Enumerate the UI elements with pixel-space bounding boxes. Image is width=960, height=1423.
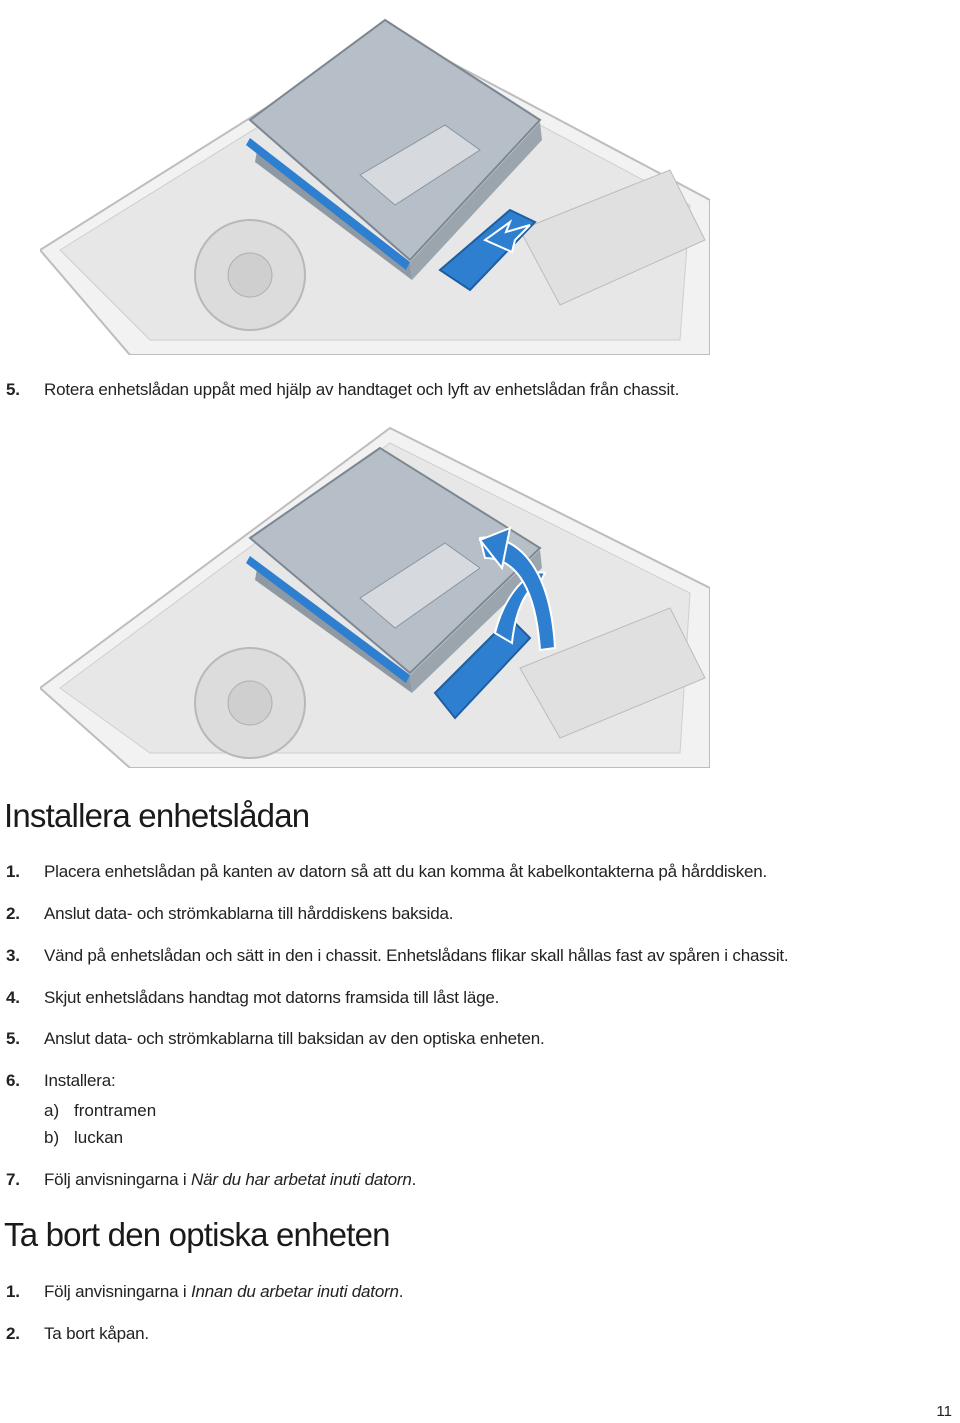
substep-text: frontramen [74,1101,157,1120]
step-number: 5. [6,1029,20,1048]
step-text: Ta bort kåpan. [44,1324,149,1343]
step-number: 2. [6,1324,20,1343]
install-substep-a [44,1101,156,1121]
install-step-2 [6,904,453,924]
step-text: Installera: [44,1071,116,1090]
install-step-6 [6,1071,116,1091]
install-heading: Installera enhetslådan [4,797,310,834]
remove-step-2 [6,1324,149,1344]
figure-drive-cage-rotate [40,418,710,768]
substep-letter: a) [44,1101,60,1120]
step-number: 7. [6,1170,20,1189]
cross-reference-link[interactable]: När du har arbetat inuti datorn [191,1170,412,1189]
remove-optical-heading: Ta bort den optiska enheten [4,1216,390,1253]
step-text: Rotera enhetslådan uppåt med hjälp av handtaget och lyft av enhetslådan från chassit. [44,380,680,399]
page-number: 11 [936,1403,952,1420]
step-text-end: . [398,1282,404,1301]
install-step-7 [6,1170,416,1190]
substep-text: luckan [74,1128,124,1147]
step-text: Anslut data- och strömkablarna till hårddiskens baksida. [44,904,454,923]
install-step-3 [6,946,788,966]
remove-step-1 [6,1282,403,1302]
step-text: Vänd på enhetslådan och sätt in den i chassit. Enhetslådans flikar skall hållas fast av spåren i chassit. [44,946,789,965]
step-text: Följ anvisningarna i [44,1282,191,1301]
step-number: 2. [6,904,20,923]
install-substep-b [44,1128,123,1148]
install-step-5 [6,1029,544,1049]
cross-reference-link[interactable]: Innan du arbetar inuti datorn [191,1282,399,1301]
install-step-4 [6,988,499,1008]
step-number: 4. [6,988,20,1007]
step-text: Anslut data- och strömkablarna till baksidan av den optiska enheten. [44,1029,545,1048]
figure-drive-cage-handle-slide [40,0,710,355]
removal-step-5 [6,380,679,400]
substep-letter: b) [44,1128,60,1147]
step-text: Följ anvisningarna i [44,1170,191,1189]
step-text: Placera enhetslådan på kanten av datorn så att du kan komma åt kabelkontakterna på hårddisken. [44,862,768,881]
step-number: 1. [6,862,20,881]
step-number: 5. [6,380,20,399]
step-number: 6. [6,1071,20,1090]
install-step-1 [6,862,767,882]
step-text: Skjut enhetslådans handtag mot datorns framsida till låst läge. [44,988,500,1007]
step-number: 1. [6,1282,20,1301]
step-number: 3. [6,946,20,965]
step-text-end: . [411,1170,417,1189]
